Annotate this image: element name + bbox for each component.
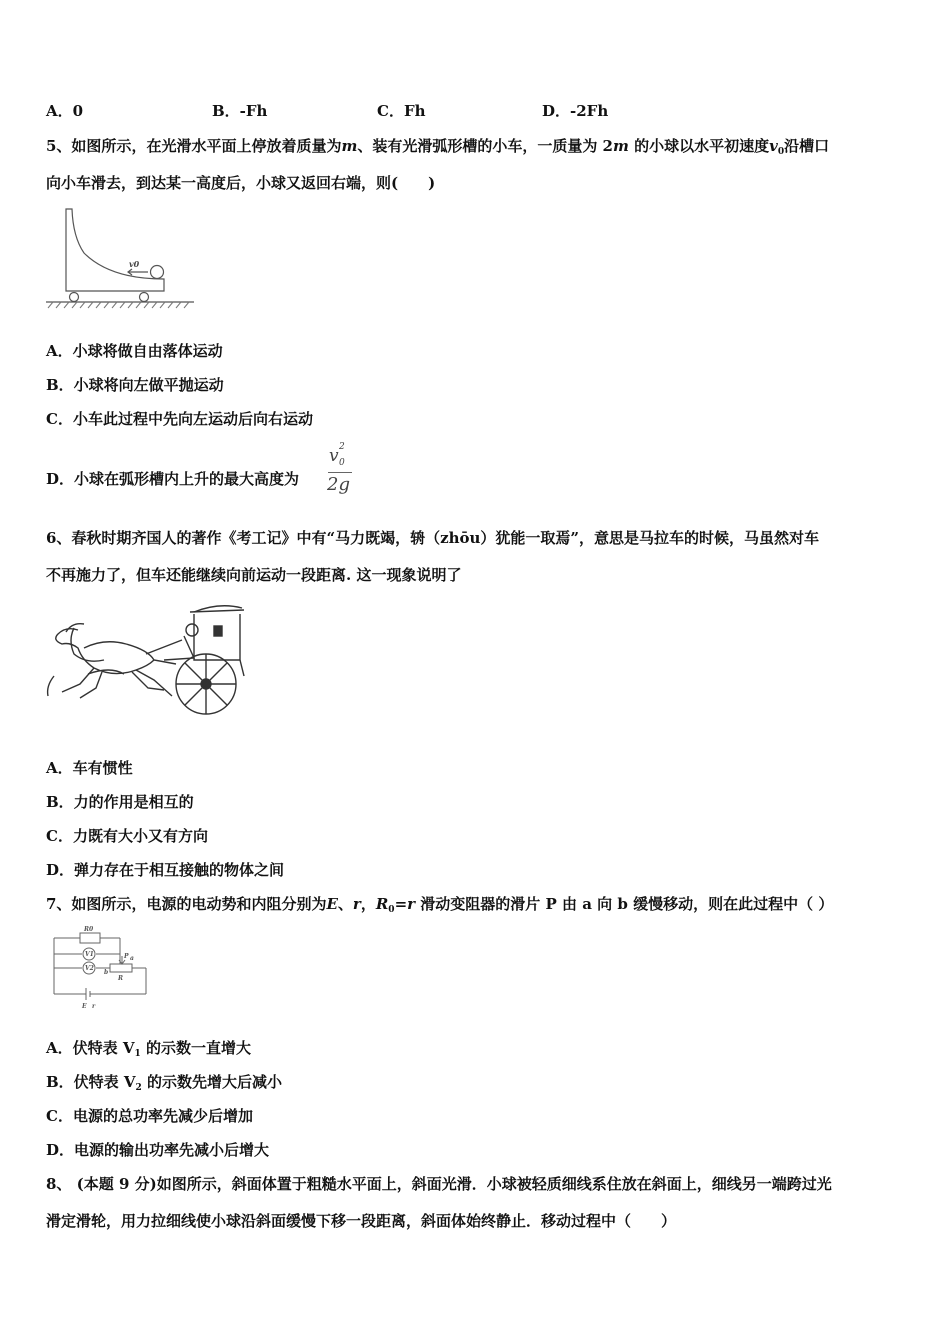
- q7-option-a[interactable]: A．伏特表 $V_1$ 的示数一直增大: [46, 1039, 251, 1059]
- q5-stem-line1: 5、如图所示，在光滑水平面上停放着质量为m、装有光滑弧形槽的小车，一质量为 2m 的小球以水平初速度$v_0$沿槽口: [46, 137, 830, 157]
- svg-text:r: r: [92, 1003, 96, 1010]
- q7-option-d[interactable]: D．电源的输出功率先减小后增大: [46, 1141, 270, 1159]
- svg-text:V1: V1: [85, 951, 94, 958]
- q4-options: [46, 100, 746, 122]
- q6-option-d[interactable]: D．弹力存在于相互接触的物体之间: [46, 861, 285, 879]
- q8-stem-line2: 滑定滑轮，用力拉细线使小球沿斜面缓慢下移一段距离，斜面体始终静止．移动过程中（ ）: [46, 1212, 677, 1230]
- q5-option-a[interactable]: A．小球将做自由落体运动: [46, 342, 223, 360]
- svg-text:R0: R0: [84, 926, 94, 933]
- q5-option-c[interactable]: C．小车此过程中先向左运动后向右运动: [46, 410, 313, 428]
- q5-v0-label: v0: [129, 259, 140, 269]
- q8-stem-line1: 8、 (本题 9 分)如图所示，斜面体置于粗糙水平面上，斜面光滑．小球被轻质细线系住放在斜面上，细线另一端跨过光: [46, 1175, 832, 1193]
- q7-option-b[interactable]: B．伏特表 $V_2$ 的示数先增大后减小: [46, 1073, 283, 1093]
- svg-text:V2: V2: [85, 965, 94, 972]
- svg-text:a: a: [130, 955, 134, 962]
- svg-text:b: b: [104, 969, 109, 976]
- q6-chariot-figure: [44, 600, 246, 720]
- q6-option-a[interactable]: A．车有惯性: [46, 759, 133, 777]
- q6-stem-line2: 不再施力了，但车还能继续向前运动一段距离. 这一现象说明了: [46, 566, 462, 584]
- q5-height-formula: v 2 0 2g: [326, 442, 356, 496]
- q4-option-d[interactable]: D．-2Fh: [542, 102, 609, 120]
- q6-option-c[interactable]: C．力既有大小又有方向: [46, 827, 208, 845]
- q4-option-a[interactable]: A．0: [46, 102, 84, 120]
- q7-stem: 7、如图所示，电源的电动势和内阻分别为E、r，$R_0=r$ 滑动变阻器的滑片 P 由 a 向 b 缓慢移动，则在此过程中（ ）: [46, 895, 834, 915]
- q4-option-c[interactable]: C．Fh: [377, 102, 426, 120]
- svg-text:P: P: [124, 953, 129, 960]
- q5-option-b[interactable]: B．小球将向左做平抛运动: [46, 376, 224, 394]
- q6-stem-line1: 6、春秋时期齐国人的著作《考工记》中有“马力既竭，辀（zhōu）犹能一取焉”，意思是马拉车的时候，马虽然对车: [46, 529, 820, 547]
- svg-text:R: R: [118, 975, 123, 982]
- q5-option-d[interactable]: D．小球在弧形槽内上升的最大高度为: [46, 470, 300, 488]
- q4-option-b[interactable]: B．-Fh: [212, 102, 268, 120]
- q6-option-b[interactable]: B．力的作用是相互的: [46, 793, 194, 811]
- q7-option-c[interactable]: C．电源的总功率先减少后增加: [46, 1107, 253, 1125]
- q5-stem-line2: 向小车滑去，到达某一高度后，小球又返回右端，则( ): [46, 174, 436, 192]
- q5-cart-figure: [44, 205, 196, 311]
- q7-circuit-figure: [44, 922, 156, 1012]
- svg-text:E: E: [82, 1003, 87, 1010]
